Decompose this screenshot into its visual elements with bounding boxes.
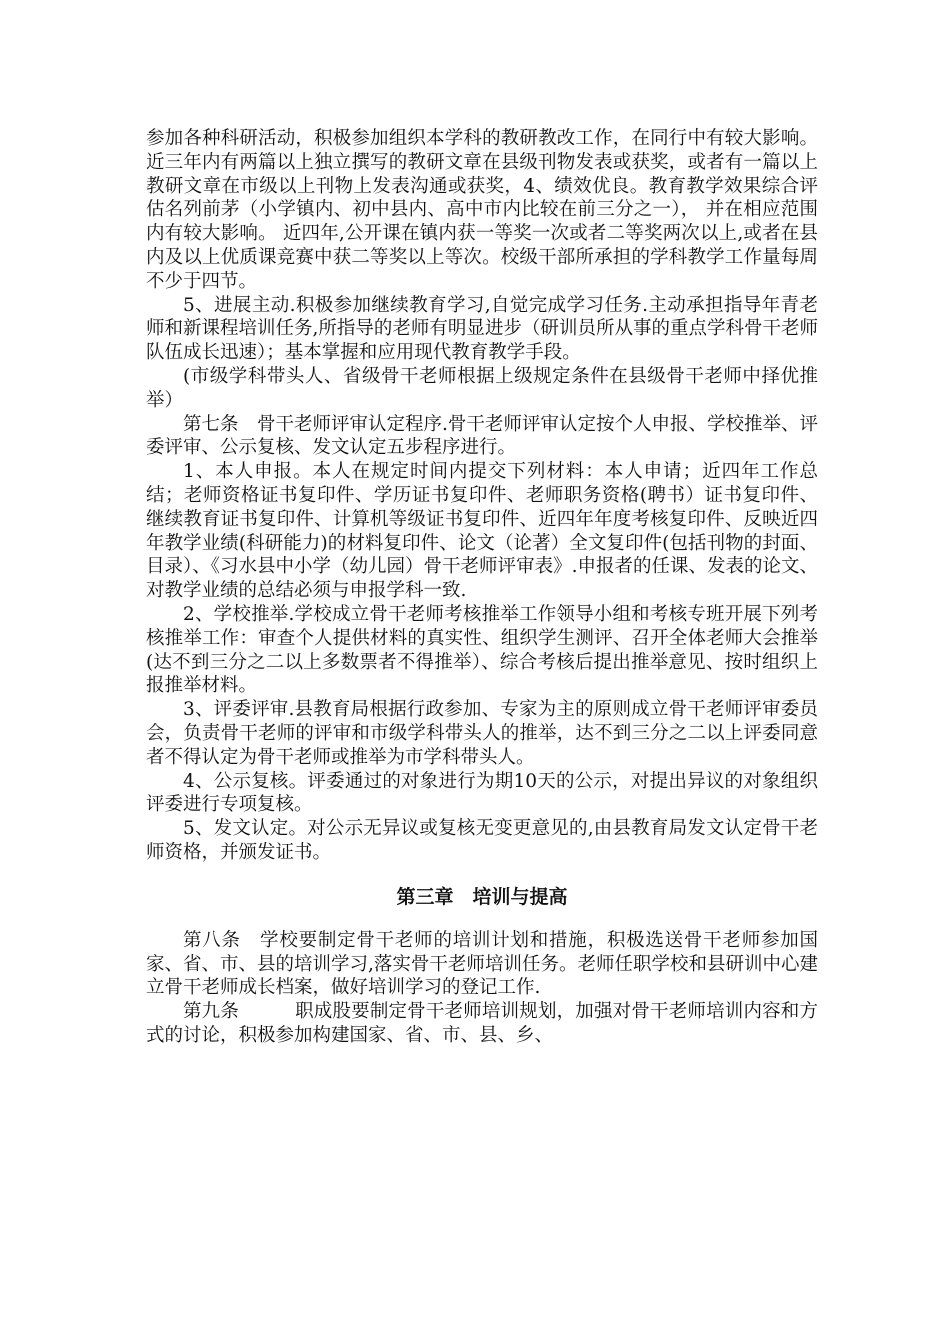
paragraph-step-1-application: 1、本人申报。本人在规定时间内提交下列材料：本人申请；近四年工作总结；老师资格证书复印件、学历证书复印件、老师职务资格(聘书）证书复印件、继续教育证书复印件、计算机等级证书复印件、近四年年度考核复印件、反映近四年教学业绩(科研能力)的材料复印件、论文（论著）全文复印件(包括刊物的封面、目录）、《习水县中小学（幼儿园）骨干老师评审表》.申报者的任课、发表的论文、对教学业绩的总结必须与申报学科一致. [146, 461, 818, 602]
chapter-heading: 第三章 培训与提高 [396, 885, 568, 908]
paragraph-article-8: 第八条 学校要制定骨干老师的培训计划和措施，积极选送骨干老师参加国家、省、市、县的培训学习,落实骨干老师培训任务。老师任职学校和县研训中心建立骨干老师成长档案，做好培训学习的登记工作. [146, 929, 818, 999]
paragraph-city-level-note: (市级学科带头人、省级骨干老师根据上级规定条件在县级骨干老师中择优推举） [146, 365, 818, 411]
paragraph-step-3-committee-review: 3、评委评审.县教育局根据行政参加、专家为主的原则成立骨干老师评审委员会，负责骨干老师的评审和市级学科带头人的推举，达不到三分之二以上评委同意者不得认定为骨干老师或推举为市学科带头人。 [146, 699, 818, 768]
paragraph-step-5-certification: 5、发文认定。对公示无异议或复核无变更意见的,由县教育局发文认定骨干老师资格，并颁发证书。 [146, 818, 818, 863]
paragraph-article-9: 第九条 职成股要制定骨干老师培训规划，加强对骨干老师培训内容和方式的讨论，积极参加构建国家、省、市、县、乡、 [146, 1001, 818, 1046]
paragraph-step-2-school-recommend: 2、学校推举.学校成立骨干老师考核推举工作领导小组和考核专班开展下列考核推举工作：审查个人提供材料的真实性、组织学生测评、召开全体老师大会推举(达不到三分之二以上多数票者不得推举）、综合考核后提出推举意见、按时组织上报推举材料。 [146, 603, 818, 697]
paragraph-qualification-continued: 参加各种科研活动，积极参加组织本学科的教研教改工作，在同行中有较大影响。近三年内有两篇以上独立撰写的教研文章在县级刊物发表或获奖，或者有一篇以上教研文章在市级以上刊物上发表沟通或获奖，4、绩效优良。教育教学效果综合评估名列前茅（小学镇内、初中县内、高中市内比较在前三分之一）， 并在相应范围内有较大影响。 近四年,公开课在镇内获一等奖一次或者二等奖两次以上,或者在县内及以上优质课竞赛中获二等奖以上等次。校级干部所承担的学科教学工作量每周不少于四节。 [146, 128, 818, 292]
paragraph-step-4-publicity: 4、公示复核。评委通过的对象进行为期10天的公示，对提出异议的对象组织评委进行专项复核。 [146, 770, 818, 816]
paragraph-article-7: 第七条 骨干老师评审认定程序.骨干老师评审认定按个人申报、学校推举、评委评审、公示复核、发文认定五步程序进行。 [146, 413, 818, 459]
document-body [146, 127, 818, 1048]
paragraph-item-5-development: 5、进展主动.积极参加继续教育学习,自觉完成学习任务.主动承担指导年青老师和新课程培训任务,所指导的老师有明显进步（研训员所从事的重点学科骨干老师队伍成长迅速）；基本掌握和应用现代教育教学手段。 [146, 294, 818, 364]
